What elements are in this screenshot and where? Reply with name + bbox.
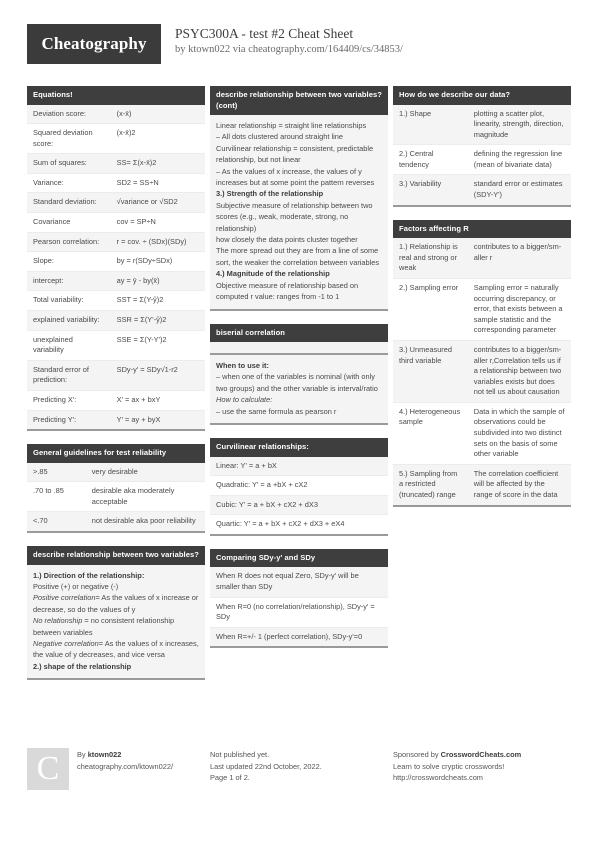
row-key: 5.) Sampling from a restricted (truncated) range (399, 468, 458, 500)
row-value: Sampling error = naturally occurring discrepancy, or error, that exists between a sample statistic and the corresponding parameter (473, 282, 563, 335)
row-value: desirable aka moderately acceptable (91, 486, 175, 506)
table-row (27, 463, 205, 483)
row-value: SST = Σ(Y-ŷ)2 (116, 295, 164, 305)
row-value: When R=+/- 1 (perfect correlation), SDy-y'=0 (216, 631, 363, 641)
table-row (393, 341, 571, 403)
row-key: Variance: (33, 177, 64, 187)
row-value: contributes to a bigger/smaller r (473, 242, 562, 262)
row-key: Standard deviation: (33, 197, 97, 207)
body-line (33, 592, 199, 615)
row-key: >.85 (33, 466, 48, 476)
row-key: 1.) Relationship is real and strong or weak (399, 242, 458, 273)
table-row (393, 238, 571, 279)
row-value: When R does not equal Zero, SDy-y' will be smaller than SDy (216, 571, 359, 591)
body-line-term: Negative correlation (33, 639, 99, 648)
row-key: Predicting X': (33, 395, 77, 404)
row-value: r = cov. ÷ (SDx)(SDy) (116, 236, 187, 246)
row-value: √variance or √SD2 (116, 197, 178, 207)
row-value: plotting a scatter plot, linearity, strength, direction, magnitude (473, 108, 564, 139)
body-line-tail: = As the values of x increase or decrease, so do the values of y (33, 593, 199, 614)
row-value: (x-x̄)2 (116, 128, 136, 138)
row-key: 2.) Sampling error (399, 282, 459, 292)
block-biserial-correlation (210, 324, 388, 426)
row-value: cov = SP÷N (116, 217, 156, 227)
row-value: by = r(SDy÷SDx) (116, 256, 173, 266)
body-line: The more spread out they are from a line of some sort, the weaker the correlation between variables (216, 246, 380, 267)
row-value: SD2 = SS÷N (116, 177, 159, 187)
body-line-term: No relationship (33, 616, 83, 626)
table-row (393, 403, 571, 465)
title-block (175, 24, 403, 57)
row-value: Y' = ay + byX (116, 414, 161, 424)
cheatography-c-icon: C (27, 748, 69, 790)
row-value: SDy-y' = SDy√1-r2 (116, 364, 178, 374)
footer-sponsor-tagline: Learn to solve cryptic crosswords! (393, 761, 505, 771)
body-line: – when one of the variables is nominal (with only two groups) and the other variable is interval/ratio (216, 372, 378, 393)
table-row (210, 598, 388, 628)
body-line: Subjective measure of relationship between two scores (e.g., weak, moderate, strong, no relationship) (216, 200, 373, 233)
column-1 (27, 86, 205, 693)
body-line: How to calculate: (216, 395, 273, 405)
block-describe-relationship-between-two-variab (210, 86, 388, 311)
row-value: SSR = Σ(Y'-ŷ)2 (116, 315, 167, 325)
row-key: explained variability: (33, 315, 100, 325)
body-line: 2.) shape of the relationship (33, 661, 132, 671)
table-row (210, 496, 388, 516)
row-key: unexplained variability (33, 334, 73, 355)
row-value: very desirable (91, 466, 138, 476)
row-key: 3.) Variability (399, 179, 442, 189)
row-value: X' = ax + bxY (116, 395, 161, 404)
block-rows (27, 463, 205, 531)
table-row (27, 512, 205, 531)
row-key: 4.) Heterogeneous sample (399, 406, 461, 427)
table-row (393, 145, 571, 175)
row-key: intercept: (33, 275, 64, 285)
block-body (210, 355, 388, 423)
row-key: 2.) Central tendency (399, 149, 434, 169)
masthead (0, 0, 600, 62)
row-value: not desirable aka poor reliability (91, 516, 196, 526)
block-title: Equations! (27, 86, 205, 105)
row-key: .70 to .85 (33, 486, 64, 496)
table-row (27, 174, 205, 194)
footer (27, 748, 573, 790)
footer-sponsor-line (393, 749, 521, 761)
block-rows (210, 457, 388, 534)
block-curvilinear-relationships (210, 438, 388, 536)
body-line: Linear relationship = straight line relationships (216, 121, 367, 130)
block-title: describe relationship between two variables? (27, 546, 205, 565)
body-line: – As the values of x increase, the values of y increases but at some point the pattern reverses (216, 166, 375, 188)
table-row (27, 154, 205, 174)
footer-sponsor-name[interactable]: CrosswordCheats.com (440, 750, 522, 759)
row-key: Squared deviation score: (33, 128, 93, 148)
body-line-tail: = As the values of x increases, the value of y decreases, and vice versa (33, 639, 199, 660)
row-key: 3.) Unmeasured third variable (399, 344, 452, 365)
row-key: Slope: (33, 256, 54, 266)
row-key: Covariance (33, 217, 71, 227)
block-spacer-row (210, 342, 388, 355)
table-row (210, 476, 388, 496)
row-value: The correlation coefficient will be affected by the range of score in the data (473, 468, 559, 500)
block-title: Comparing SDy-y' and SDy (210, 549, 388, 568)
row-key: Deviation score: (33, 108, 86, 118)
footer-publish (210, 748, 388, 790)
footer-author-prefix: By (77, 750, 88, 759)
table-row (27, 193, 205, 213)
footer-sponsor-url[interactable]: http://crosswordcheats.com (393, 773, 483, 783)
table-row (27, 331, 205, 361)
table-row (393, 465, 571, 505)
footer-author (27, 748, 205, 790)
table-row (27, 291, 205, 311)
block-rows (393, 238, 571, 504)
columns-container (27, 86, 573, 693)
row-value: contributes to a bigger/smaller r,Correlation tells us if a relationship between two variables exists but does not tell us about causation (473, 344, 562, 397)
row-value: SS= Σ(x-x̄)2 (116, 158, 157, 168)
row-value: Quartic: Y' = a + bX + cX2 + dX3 + eX4 (216, 519, 345, 529)
body-line-tail: = no consistent relationship between variables (33, 616, 175, 637)
body-line: – use the same formula as pearson r (216, 406, 337, 416)
block-title: How do we describe our data? (393, 86, 571, 105)
block-title: biserial correlation (210, 324, 388, 343)
block-rows (393, 105, 571, 205)
column-3 (393, 86, 571, 693)
block-title: Factors affecting R (393, 220, 571, 239)
footer-last-updated: Last updated 22nd October, 2022. (210, 761, 322, 771)
block-how-do-we-describe-our-data (393, 86, 571, 207)
table-row (27, 213, 205, 233)
table-row (393, 105, 571, 146)
table-row (27, 272, 205, 292)
row-value: Data in which the sample of observations could be subdivided into two distinct sets on the basis of some other variable (473, 406, 565, 459)
footer-sponsor-prefix: Sponsored by (393, 750, 441, 759)
footer-sponsor (393, 748, 571, 790)
column-2 (210, 86, 388, 693)
table-row (210, 628, 388, 647)
table-row (27, 361, 205, 391)
table-row (393, 175, 571, 204)
block-rows (210, 567, 388, 646)
body-line (33, 615, 199, 638)
table-row (27, 482, 205, 512)
row-key: Total variability: (33, 295, 84, 305)
block-describe-relationship-between-two-variab (27, 546, 205, 680)
row-value: defining the regression line (mean of bivariate data) (473, 149, 563, 169)
row-value: (x-x̄) (116, 108, 132, 118)
row-value: standard error or estimates (SDY-Y') (473, 179, 563, 200)
body-line: 4.) Magnitude of the relationship (216, 269, 330, 279)
body-line: 1.) Direction of the relationship: (33, 570, 145, 580)
footer-author-url[interactable]: cheatography.com/ktown022/ (77, 761, 173, 771)
body-line: how closely the data points cluster together (216, 235, 358, 245)
footer-publish-status: Not published yet. (210, 750, 270, 759)
block-body (210, 115, 388, 309)
row-key: Predicting Y': (33, 414, 77, 424)
body-line: Curvilinear relationship = consistent, predictable relationship, but not linear (216, 143, 374, 165)
body-line: Objective measure of relationship based on computed r value: ranges from -1 to 1 (216, 280, 359, 302)
body-line-term: Positive correlation (33, 593, 96, 603)
footer-author-name: ktown022 (87, 750, 122, 759)
byline[interactable]: by ktown022 via cheatography.com/164409/cs/34853/ (175, 44, 403, 55)
table-row (27, 105, 205, 125)
block-comparing-sdy-y-and-sdy (210, 549, 388, 648)
row-value: Linear: Y' = a + bX (216, 460, 277, 470)
row-value: ay = ȳ - by(x̄) (116, 275, 160, 285)
body-line: Positive (+) or negative (-) (33, 581, 119, 591)
row-value: SSE = Σ(Y-Y')2 (116, 334, 167, 344)
table-row (27, 252, 205, 272)
page-title: PSYC300A - test #2 Cheat Sheet (175, 26, 354, 41)
block-rows (27, 105, 205, 430)
body-line: When to use it: (216, 361, 269, 370)
block-title: Curvilinear relationships: (210, 438, 388, 457)
table-row (27, 311, 205, 331)
row-value: Quadratic: Y' = a +bX + cX2 (216, 480, 308, 490)
row-value: Cubic: Y' = a + bX + cX2 + dX3 (216, 499, 318, 509)
table-row (210, 457, 388, 477)
table-row (27, 411, 205, 430)
table-row (27, 124, 205, 154)
row-value: When R=0 (no correlation/relationship), SDy-y' = SDy (216, 601, 375, 622)
block-factors-affecting-r (393, 220, 571, 507)
footer-page-number: Page 1 of 2. (210, 773, 250, 783)
table-row (27, 233, 205, 253)
table-row (27, 391, 205, 411)
table-row (210, 567, 388, 597)
row-key: 1.) Shape (399, 108, 432, 118)
block-title: General guidelines for test reliability (27, 444, 205, 463)
block-general-guidelines-for-test-reliability (27, 444, 205, 533)
row-key: Standard error of prediction: (33, 364, 89, 385)
footer-author-line (77, 749, 173, 761)
row-key: Pearson correlation: (33, 236, 100, 246)
body-line: – All dots clustered around straight line (216, 132, 343, 142)
body-line: 3.) Strength of the relationship (216, 189, 324, 199)
block-body (27, 565, 205, 679)
body-line (33, 638, 199, 661)
block-equations (27, 86, 205, 431)
block-title: describe relationship between two variables? (cont) (210, 86, 388, 115)
table-row (393, 279, 571, 341)
table-row (210, 515, 388, 534)
row-key: <.70 (33, 516, 48, 526)
cheatography-logo[interactable]: Cheatography (27, 24, 161, 64)
row-key: Sum of squares: (33, 158, 87, 168)
